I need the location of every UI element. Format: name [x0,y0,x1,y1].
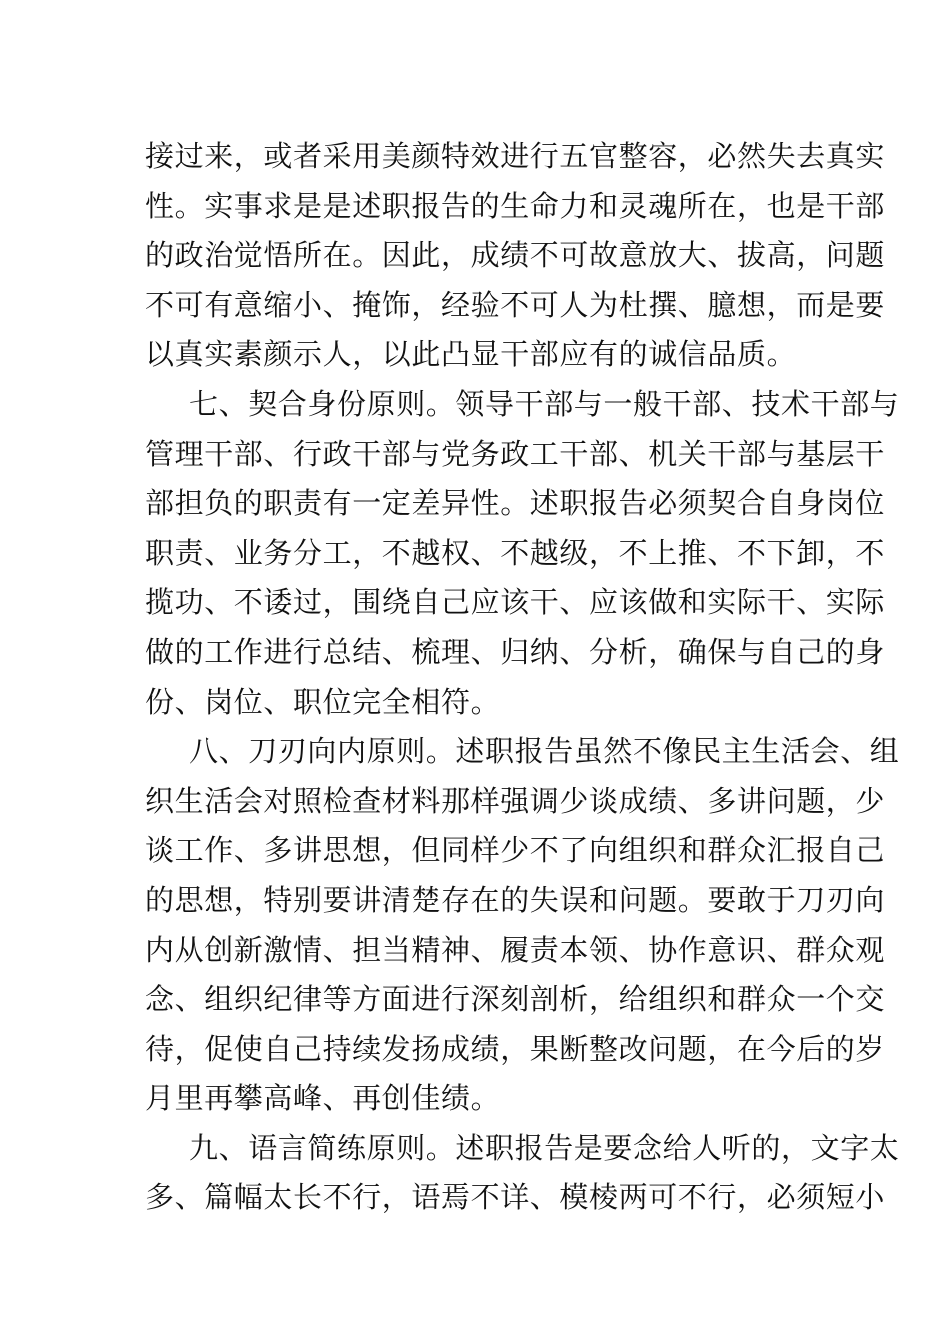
text-line: 性。实事求是是述职报告的生命力和灵魂所在，也是干部 [145,188,886,223]
text-line: 职责、业务分工，不越权、不越级，不上推、不下卸，不 [145,535,886,570]
text-line: 待，促使自己持续发扬成绩，果断整改问题，在今后的岁 [145,1031,886,1066]
text-line: 部担负的职责有一定差异性。述职报告必须契合自身岗位 [145,486,886,521]
text-line: 管理干部、行政干部与党务政工干部、机关干部与基层干 [145,436,886,471]
text-line: 多、篇幅太长不行，语焉不详、模棱两可不行，必须短小 [145,1180,886,1215]
text-line: 接过来，或者采用美颜特效进行五官整容，必然失去真实 [145,139,886,173]
text-line: 份、岗位、职位完全相符。 [145,684,501,719]
text-line: 念、组织纪律等方面进行深刻剖析，给组织和群众一个交 [145,982,886,1017]
text-line: 不可有意缩小、掩饰，经验不可人为杜撰、臆想，而是要 [145,287,886,322]
document-body [145,132,900,1223]
text-line: 揽功、不诿过，围绕自己应该干、应该做和实际干、实际 [145,585,886,620]
paragraph-start-line: 七、契合身份原则。领导干部与一般干部、技术干部与 [189,386,900,421]
text-line: 的政治觉悟所在。因此，成绩不可故意放大、拔高，问题 [145,238,886,273]
text-line: 以真实素颜示人，以此凸显干部应有的诚信品质。 [145,337,797,372]
paragraph-start-line: 九、语言简练原则。述职报告是要念给人听的，文字太 [189,1130,900,1165]
text-line: 谈工作、多讲思想，但同样少不了向组织和群众汇报自己 [145,833,886,868]
paragraph-start-line: 八、刀刃向内原则。述职报告虽然不像民主生活会、组 [189,734,900,769]
text-line: 织生活会对照检查材料那样强调少谈成绩、多讲问题，少 [145,783,886,818]
text-line: 的思想，特别要讲清楚存在的失误和问题。要敢于刀刃向 [145,882,886,917]
text-line: 做的工作进行总结、梳理、归纳、分析，确保与自己的身 [145,634,886,669]
text-line: 月里再攀高峰、再创佳绩。 [145,1081,501,1116]
text-line: 内从创新激情、担当精神、履责本领、协作意识、群众观 [145,932,886,967]
